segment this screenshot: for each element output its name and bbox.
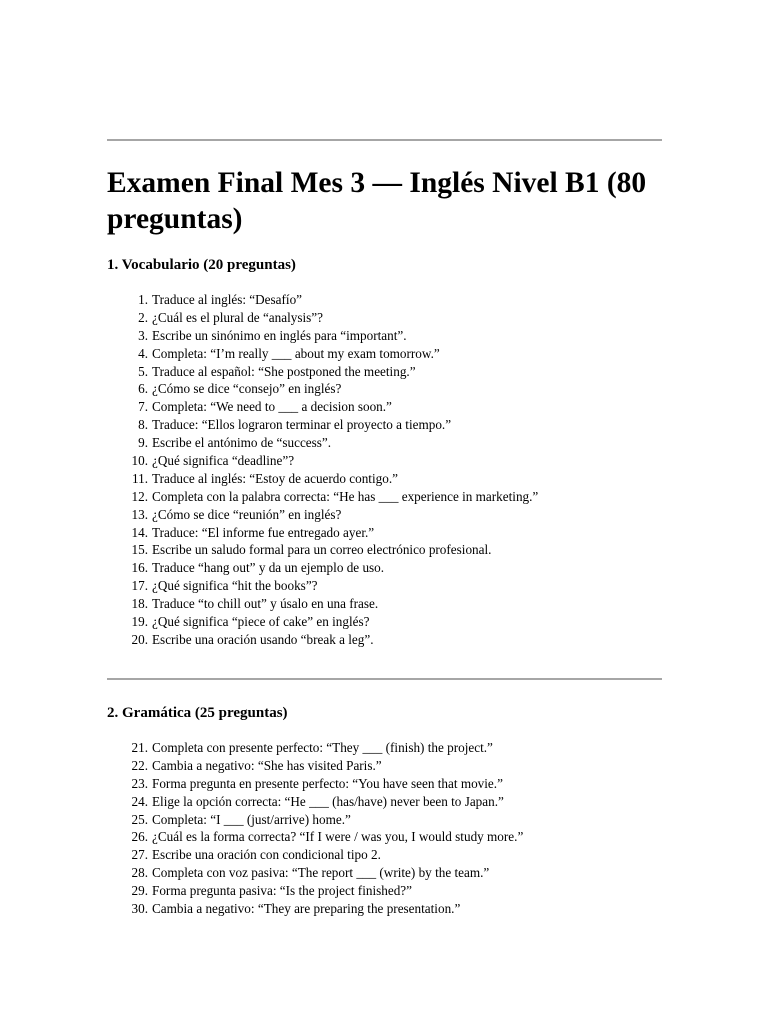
question-item bbox=[107, 345, 662, 363]
question-item bbox=[107, 524, 662, 542]
question-number: 26. bbox=[131, 829, 148, 845]
question-number: 14. bbox=[131, 524, 148, 540]
question-text: Escribe un sinónimo en inglés para “important”. bbox=[152, 327, 407, 343]
question-text: Completa con presente perfecto: “They ___ (finish) the project.” bbox=[152, 740, 493, 755]
question-text: ¿Cómo se dice “consejo” en inglés? bbox=[152, 381, 342, 397]
question-number: 10. bbox=[131, 453, 148, 469]
question-text: Escribe una oración usando “break a leg”. bbox=[152, 631, 374, 647]
question-text: ¿Qué significa “deadline”? bbox=[152, 453, 295, 469]
question-text: Traduce: “Ellos lograron terminar el proyecto a tiempo.” bbox=[152, 417, 452, 433]
question-number: 17. bbox=[131, 578, 148, 594]
question-list-vocabulario bbox=[107, 291, 662, 649]
section-heading-gramatica: 2. Gramática (25 preguntas) bbox=[107, 705, 288, 721]
question-text: Completa: “I ___ (just/arrive) home.” bbox=[152, 811, 351, 827]
question-text: Forma pregunta en presente perfecto: “You have seen that movie.” bbox=[152, 775, 503, 791]
question-item bbox=[107, 739, 662, 757]
question-number: 9. bbox=[138, 435, 148, 451]
question-number: 23. bbox=[131, 775, 148, 791]
question-list-gramatica bbox=[107, 739, 662, 918]
question-item bbox=[107, 613, 662, 631]
question-text: Completa: “We need to ___ a decision soon.” bbox=[152, 399, 392, 415]
question-item bbox=[107, 559, 662, 577]
question-number: 12. bbox=[131, 488, 148, 504]
question-text: Completa con la palabra correcta: “He has ___ experience in marketing.” bbox=[152, 488, 539, 504]
question-number: 3. bbox=[138, 327, 148, 343]
question-item bbox=[107, 506, 662, 524]
question-item bbox=[107, 793, 662, 811]
question-text: Forma pregunta pasiva: “Is the project finished?” bbox=[152, 883, 412, 899]
question-text: Traduce al inglés: “Desafío” bbox=[152, 292, 303, 307]
question-number: 2. bbox=[138, 309, 148, 325]
question-number: 25. bbox=[131, 811, 148, 827]
question-item bbox=[107, 882, 662, 900]
page-title: Examen Final Mes 3 — Inglés Nivel B1 (80 preguntas) bbox=[107, 167, 647, 235]
question-number: 7. bbox=[138, 399, 148, 415]
question-item bbox=[107, 828, 662, 846]
question-text: Traduce: “El informe fue entregado ayer.” bbox=[152, 524, 375, 540]
question-number: 18. bbox=[131, 596, 148, 612]
question-item bbox=[107, 900, 662, 918]
question-number: 6. bbox=[138, 381, 148, 397]
question-item bbox=[107, 631, 662, 649]
top-divider bbox=[107, 139, 662, 141]
question-number: 5. bbox=[138, 363, 148, 379]
question-item bbox=[107, 757, 662, 775]
document-page bbox=[107, 0, 662, 1024]
question-item bbox=[107, 846, 662, 864]
question-item bbox=[107, 416, 662, 434]
question-number: 21. bbox=[131, 740, 148, 755]
question-item bbox=[107, 577, 662, 595]
question-item bbox=[107, 291, 662, 309]
question-text: Cambia a negativo: “They are preparing the presentation.” bbox=[152, 901, 461, 917]
question-item bbox=[107, 864, 662, 882]
question-text: Traduce “to chill out” y úsalo en una frase. bbox=[152, 596, 379, 612]
question-text: ¿Cuál es la forma correcta? “If I were / was you, I would study more.” bbox=[152, 829, 524, 845]
section-divider bbox=[107, 678, 662, 680]
question-text: Cambia a negativo: “She has visited Paris.” bbox=[152, 757, 382, 773]
question-number: 29. bbox=[131, 883, 148, 899]
question-text: Elige la opción correcta: “He ___ (has/have) never been to Japan.” bbox=[152, 793, 504, 809]
question-number: 13. bbox=[131, 506, 148, 522]
question-text: Escribe una oración con condicional tipo 2. bbox=[152, 847, 381, 863]
question-text: Escribe un saludo formal para un correo electrónico profesional. bbox=[152, 542, 492, 558]
question-item bbox=[107, 452, 662, 470]
question-number: 11. bbox=[132, 470, 148, 486]
question-item bbox=[107, 811, 662, 829]
question-text: Traduce al inglés: “Estoy de acuerdo contigo.” bbox=[152, 470, 398, 486]
question-text: Completa: “I’m really ___ about my exam tomorrow.” bbox=[152, 345, 440, 361]
question-text: ¿Cuál es el plural de “analysis”? bbox=[152, 309, 323, 325]
question-number: 22. bbox=[131, 757, 148, 773]
question-item bbox=[107, 470, 662, 488]
question-number: 28. bbox=[131, 865, 148, 881]
question-number: 30. bbox=[131, 901, 148, 917]
question-number: 20. bbox=[131, 631, 148, 647]
question-number: 27. bbox=[131, 847, 148, 863]
question-item bbox=[107, 398, 662, 416]
question-text: ¿Qué significa “hit the books”? bbox=[152, 578, 318, 594]
question-item bbox=[107, 434, 662, 452]
question-number: 24. bbox=[131, 793, 148, 809]
question-item bbox=[107, 775, 662, 793]
section-heading-vocabulario: 1. Vocabulario (20 preguntas) bbox=[107, 257, 296, 273]
question-item bbox=[107, 380, 662, 398]
question-number: 16. bbox=[131, 560, 148, 576]
question-number: 19. bbox=[131, 614, 148, 630]
question-item bbox=[107, 327, 662, 345]
question-number: 4. bbox=[138, 345, 148, 361]
question-item bbox=[107, 363, 662, 381]
question-item bbox=[107, 488, 662, 506]
question-item bbox=[107, 541, 662, 559]
question-text: Traduce al español: “She postponed the meeting.” bbox=[152, 363, 416, 379]
question-text: Completa con voz pasiva: “The report ___ (write) by the team.” bbox=[152, 865, 490, 881]
question-number: 15. bbox=[131, 542, 148, 558]
question-text: Escribe el antónimo de “success”. bbox=[152, 435, 332, 451]
question-text: Traduce “hang out” y da un ejemplo de uso. bbox=[152, 560, 385, 576]
question-item bbox=[107, 309, 662, 327]
question-item bbox=[107, 595, 662, 613]
question-text: ¿Qué significa “piece of cake” en inglés? bbox=[152, 614, 370, 630]
question-text: ¿Cómo se dice “reunión” en inglés? bbox=[152, 506, 342, 522]
question-number: 8. bbox=[138, 417, 148, 433]
question-number: 1. bbox=[138, 292, 148, 307]
